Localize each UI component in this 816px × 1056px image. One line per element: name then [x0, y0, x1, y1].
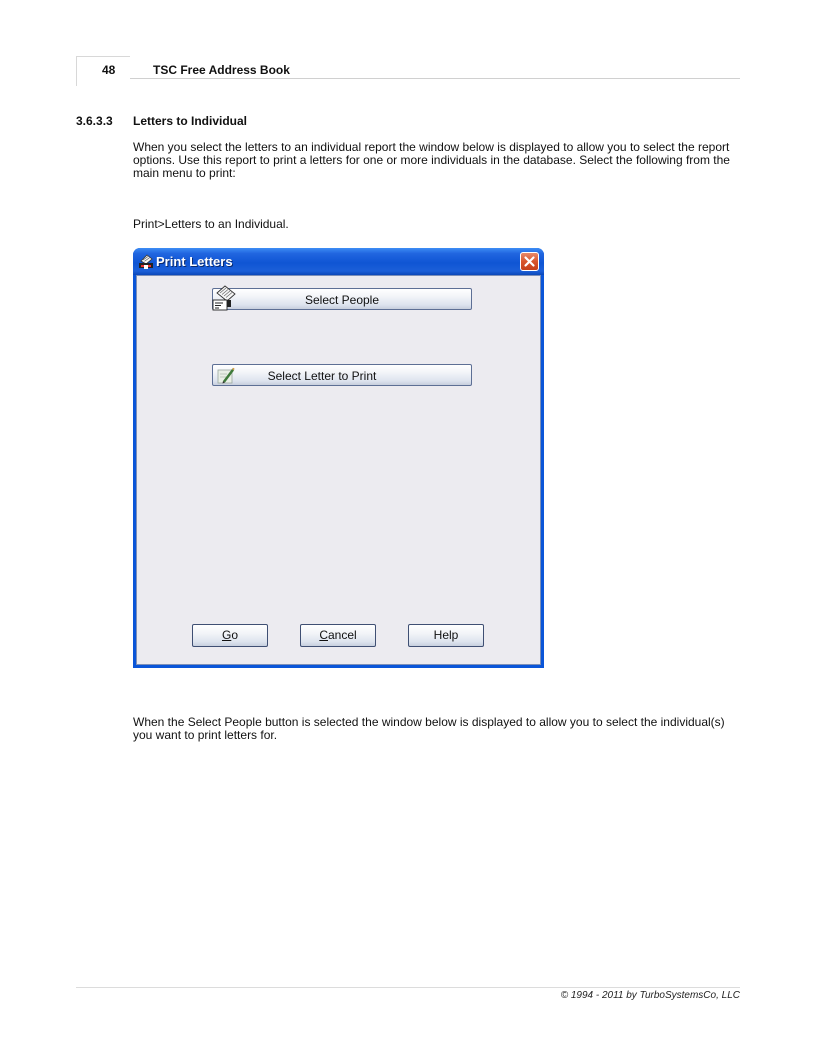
cancel-button[interactable]: [300, 624, 376, 647]
help-button[interactable]: [408, 624, 484, 647]
close-button[interactable]: [520, 252, 539, 271]
go-label-rest: o: [231, 628, 239, 642]
header-corner-line-top: [76, 56, 130, 57]
after-paragraph: When the Select People button is selected the window below is displayed to allow you to select the individual(s) you want to print letters for.: [133, 715, 725, 742]
section-number: 3.6.3.3: [76, 114, 113, 128]
dialog-title: Print Letters: [156, 254, 233, 269]
copyright: © 1994 - 2011 by TurboSystemsCo, LLC: [560, 990, 740, 1001]
section-title: Letters to Individual: [133, 114, 248, 128]
page-number: 48: [102, 63, 116, 77]
dialog-client-area: [136, 275, 541, 665]
cancel-label-rest: ancel: [327, 628, 357, 642]
intro-paragraph: When you select the letters to an individual report the window below is displayed to allow you to select the report options. Use this report to print a letters for one or more individuals in the database. Select the following from the main menu to print:: [133, 140, 730, 180]
footer-rule: [76, 987, 740, 988]
header-corner-line: [76, 56, 77, 86]
printer-icon: [138, 254, 154, 269]
dialog-titlebar[interactable]: [133, 248, 544, 275]
go-mnemonic: G: [221, 628, 232, 642]
close-icon: [521, 253, 538, 270]
header-rule: [130, 78, 740, 79]
print-letters-dialog: [133, 248, 544, 668]
select-letter-label: Select Letter to Print: [267, 369, 377, 383]
select-people-label: Select People: [304, 293, 380, 307]
page-header: [76, 56, 740, 86]
select-letter-button[interactable]: [212, 364, 472, 386]
select-people-button[interactable]: [212, 288, 472, 310]
menu-path: Print>Letters to an Individual.: [133, 217, 289, 231]
help-label: Help: [433, 628, 459, 642]
cancel-mnemonic: C: [319, 628, 328, 642]
go-button[interactable]: [192, 624, 268, 647]
book-title: TSC Free Address Book: [153, 63, 290, 77]
